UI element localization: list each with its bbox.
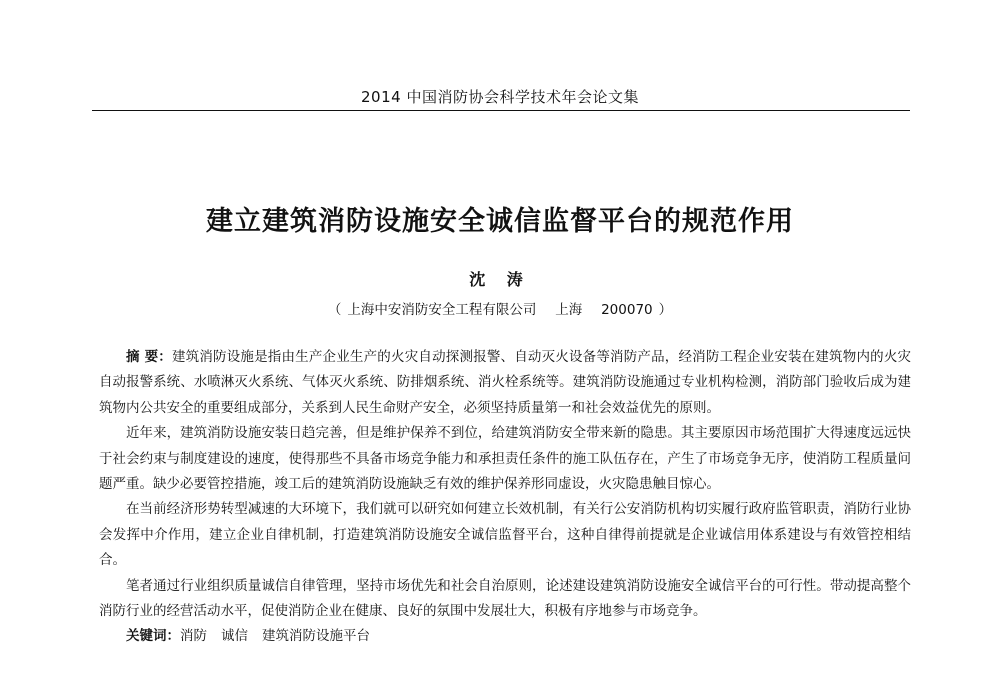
keyword: 建筑消防设施平台 [262, 628, 370, 645]
running-head: 2014 中国消防协会科学技术年会论文集 [361, 88, 639, 106]
abstract-body [99, 345, 911, 650]
keyword: 消防 [180, 628, 207, 645]
author-name: 沈 涛 [469, 270, 531, 289]
abstract-paragraph: 近年来，建筑消防设施安装日趋完善，但是维护保养不到位，给建筑消防安全带来新的隐患。其主要原因市场范围扩大得速度远远快于社会约束与制度建设的速度，使得那些不具备市场竞争能力和承担责任条件的施工队伍存在，产生了市场竞争无序，使消防工程质量问题严重。缺少必要管控措施，竣工后的建筑消防设施缺乏有效的维护保养形同虚设，火灾隐患触目惊心。 [99, 425, 911, 493]
affiliation-postcode: 200070 [601, 302, 653, 318]
affiliation-city: 上海 [555, 302, 583, 318]
keywords-label: 关键词： [126, 628, 180, 645]
affiliation-org: 上海中安消防安全工程有限公司 [347, 302, 537, 318]
header-rule [92, 110, 910, 111]
keywords-line [99, 624, 911, 649]
keyword: 诚信 [221, 628, 248, 645]
affiliation-close-paren: ） [658, 302, 673, 318]
paper-title: 建立建筑消防设施安全诚信监督平台的规范作用 [206, 206, 794, 237]
abstract-paragraph: 在当前经济形势转型减速的大环境下，我们就可以研究如何建立长效机制，有关行公安消防机构切实履行政府监管职责，消防行业协会发挥中介作用，建立企业自律机制，打造建筑消防设施安全诚信监督平台，这种自律得前提就是企业诚信用体系建设与有效管控相结合。 [99, 501, 911, 569]
abstract-paragraph [99, 345, 911, 421]
affiliation [0, 298, 1000, 318]
affiliation-open-paren: （ [327, 302, 342, 318]
abstract-label: 摘 要： [126, 349, 172, 365]
abstract-text-1: 建筑消防设施是指由生产企业生产的火灾自动探测报警、自动灭火设备等消防产品，经消防工程企业安装在建筑物内的火灾自动报警系统、水喷淋灭火系统、气体灭火系统、防排烟系统、消火栓系统等。建筑消防设施通过专业机构检测，消防部门验收后成为建筑物内公共安全的重要组成部分，关系到人民生命财产安全，必须坚持质量第一和社会效益优先的原则。 [99, 349, 912, 416]
abstract-paragraph: 笔者通过行业组织质量诚信自律管理，坚持市场优先和社会自治原则，论述建设建筑消防设施安全诚信平台的可行性。带动提高整个消防行业的经营活动水平，促使消防企业在健康、良好的氛围中发展壮大，积极有序地参与市场竞争。 [99, 577, 911, 620]
